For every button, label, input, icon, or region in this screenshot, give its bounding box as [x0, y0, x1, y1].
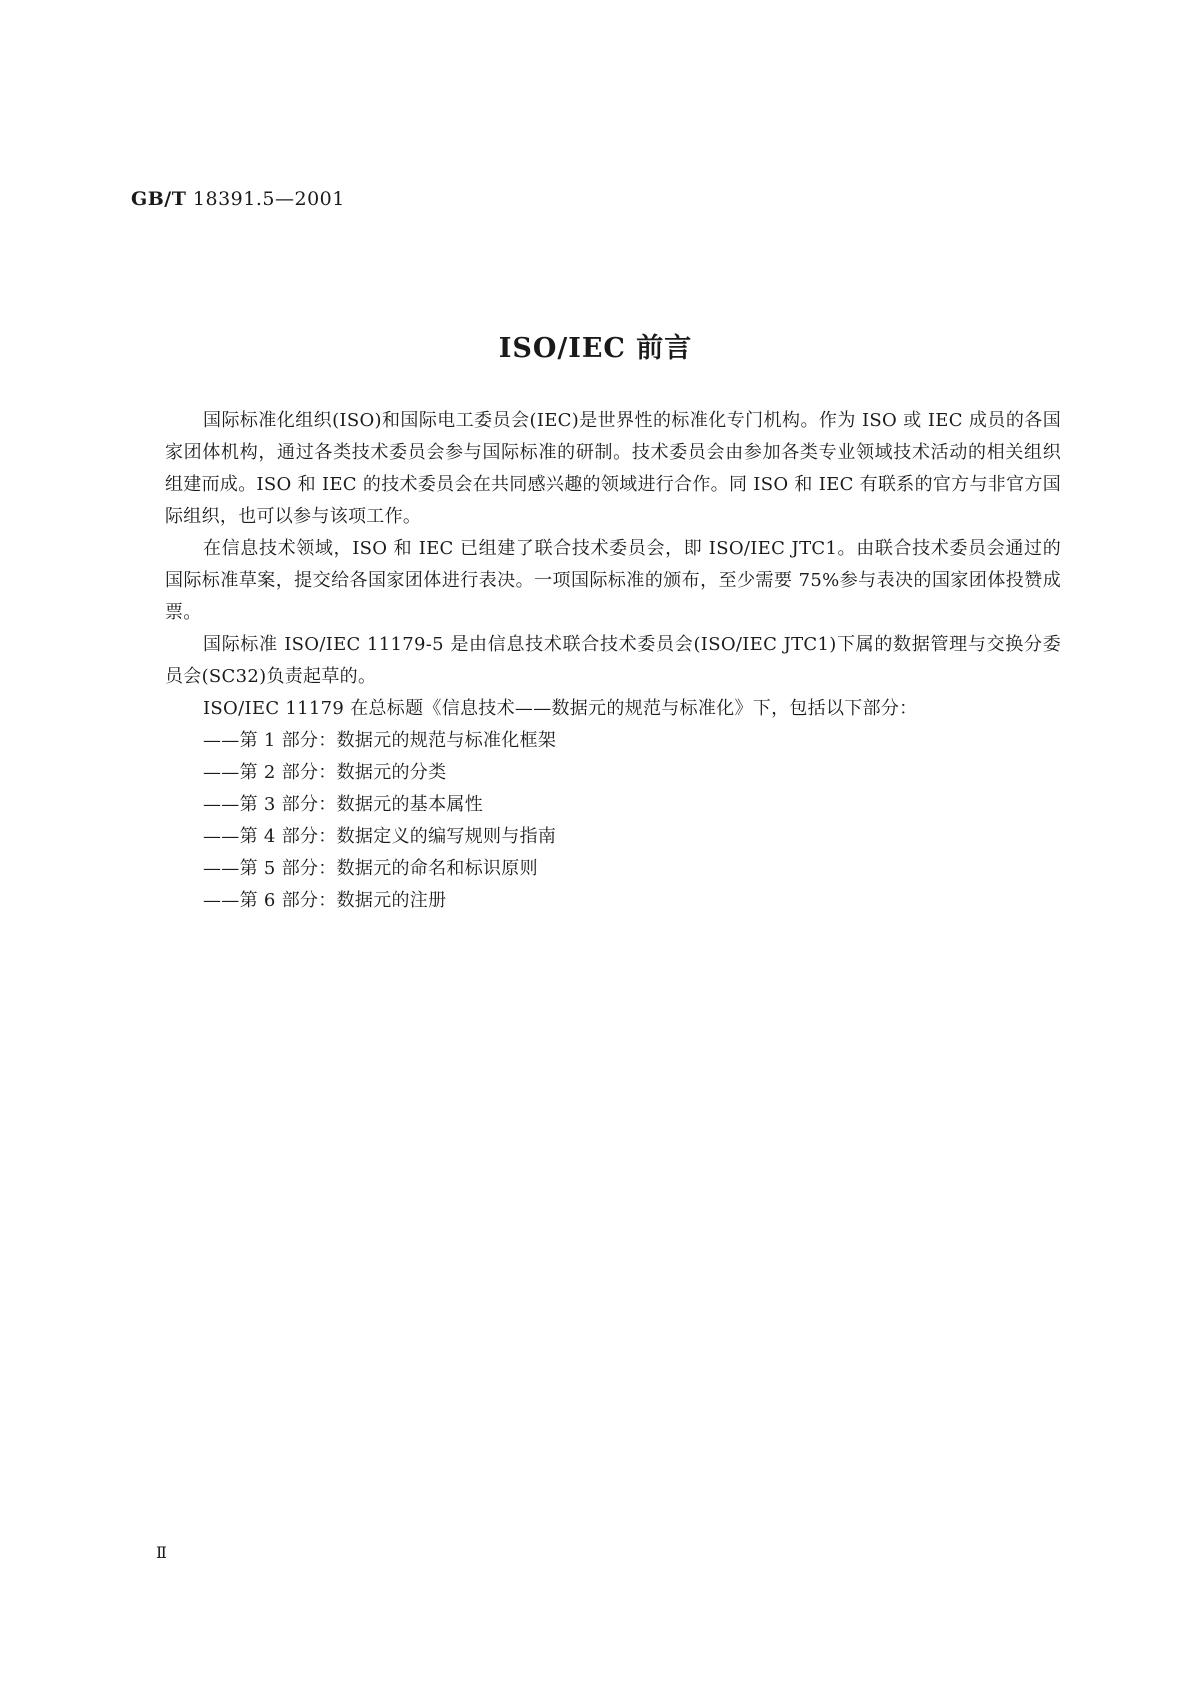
page-title: ISO/IEC 前言: [498, 333, 693, 364]
standard-number: 18391.5—2001: [192, 188, 345, 210]
paragraph-drafting: 国际标准 ISO/IEC 11179-5 是由信息技术联合技术委员会(ISO/IEC JTC1)下属的数据管理与交换分委员会(SC32)负责起草的。: [165, 634, 1061, 687]
list-item: ——第 4 部分：数据定义的编写规则与指南: [203, 826, 557, 847]
list-item: ——第 5 部分：数据元的命名和标识原则: [203, 858, 538, 879]
page-number: Ⅱ: [156, 1543, 167, 1562]
paragraph-iso-iec-intro: 国际标准化组织(ISO)和国际电工委员会(IEC)是世界性的标准化专门机构。作为 ISO 或 IEC 成员的各国家团体机构，通过各类技术委员会参与国际标准的研制。技术委员会由参加各类专业领域技术活动的相关组织组建而成。ISO 和 IEC 的技术委员会在共同感兴趣的领域进行合作。同 ISO 和 IEC 有联系的官方与非官方国际组织，也可以参与该项工作。: [165, 410, 1061, 527]
body-text: [165, 405, 1061, 917]
list-item: ——第 2 部分：数据元的分类: [203, 762, 447, 783]
paragraph-jtc1: 在信息技术领域，ISO 和 IEC 已组建了联合技术委员会，即 ISO/IEC JTC1。由联合技术委员会通过的国际标准草案，提交给各国家团体进行表决。一项国际标准的颁布，至少需要 75%参与表决的国家团体投赞成票。: [165, 538, 1061, 623]
list-item: ——第 6 部分：数据元的注册: [203, 890, 447, 911]
document-header: [131, 188, 345, 210]
list-item: ——第 1 部分：数据元的规范与标准化框架: [203, 730, 557, 751]
standard-prefix: GB/T: [131, 188, 187, 210]
paragraph-parts-intro: ISO/IEC 11179 在总标题《信息技术——数据元的规范与标准化》下，包括以下部分：: [203, 698, 918, 719]
parts-list: [165, 725, 1061, 917]
list-item: ——第 3 部分：数据元的基本属性: [203, 794, 483, 815]
